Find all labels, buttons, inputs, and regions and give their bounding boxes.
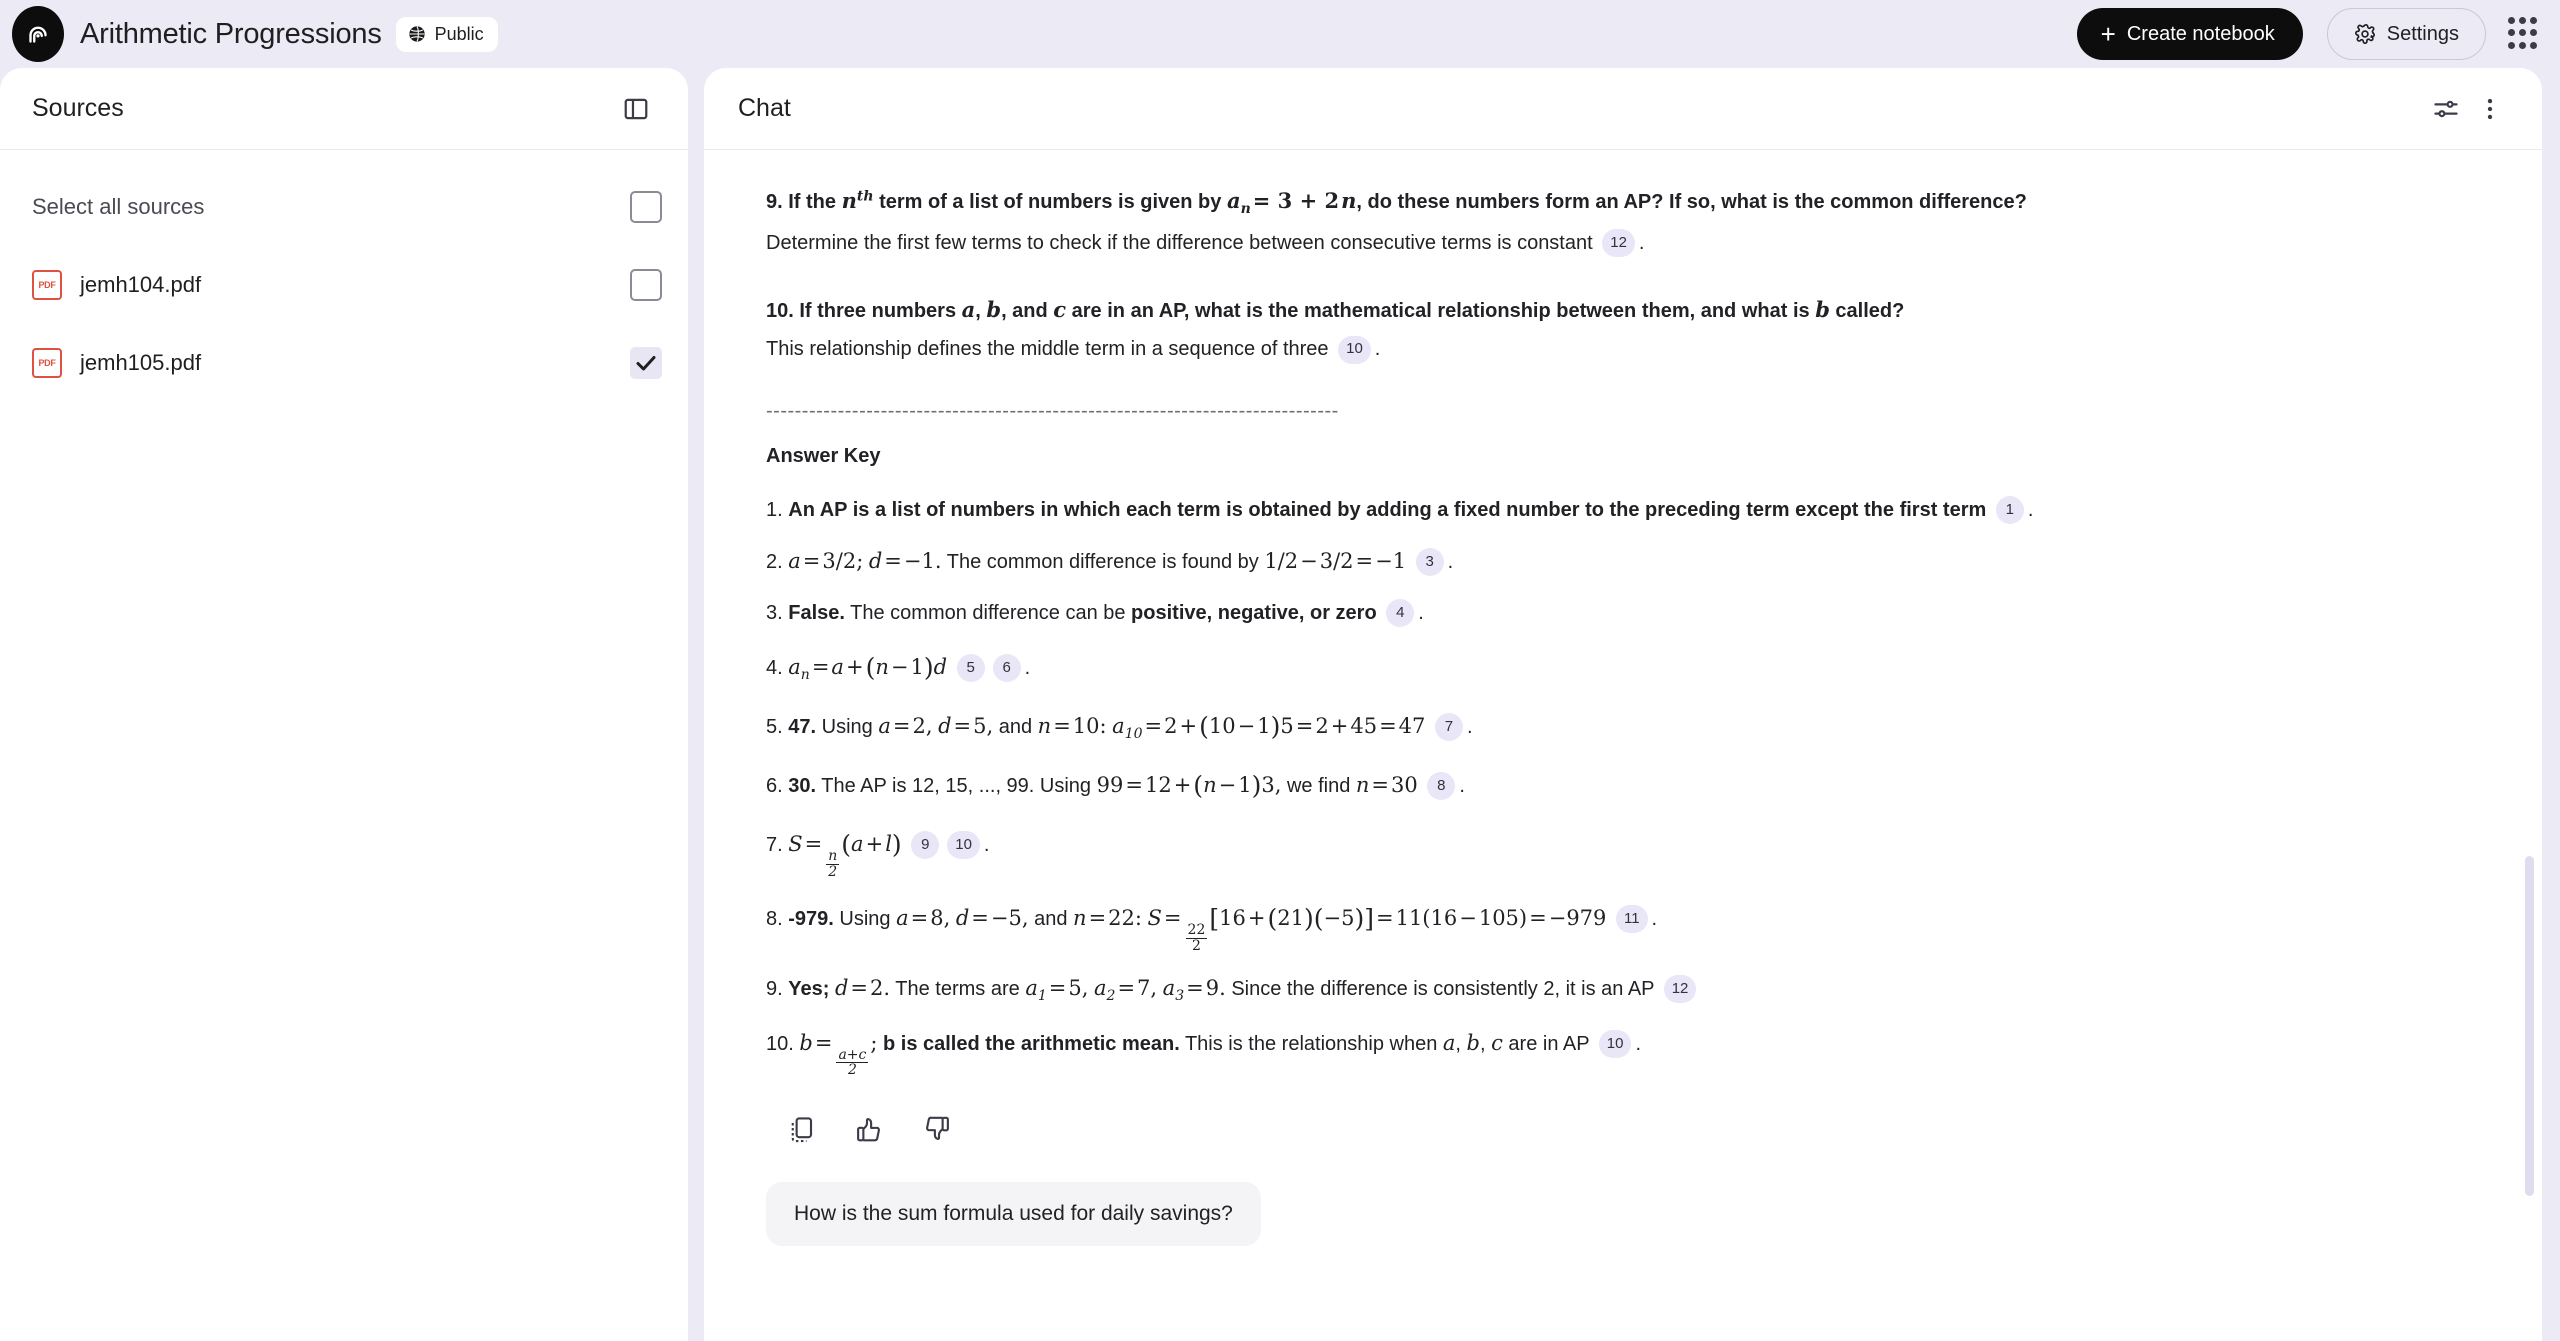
question-10: 10. If three numbers a, b, and c are in an AP, what is the mathematical relationship between them, and what is b called? [766, 297, 1905, 323]
answer-3-tail: . [1418, 602, 1424, 625]
answer-5-text: Using [816, 716, 879, 739]
pdf-file-icon: PDF [32, 348, 62, 378]
answer-6-text2: we find [1281, 775, 1356, 798]
chat-message-area [704, 150, 2542, 1341]
chat-settings-button[interactable] [2424, 87, 2468, 131]
citation-chip[interactable]: 9 [911, 831, 939, 859]
source-checkbox-jemh104[interactable] [630, 269, 662, 301]
answer-5-lead: 47. [788, 716, 817, 739]
question-9-mid: term of a list of numbers is given by [873, 191, 1227, 213]
suggestion-chip[interactable]: How is the sum formula used for daily savings? [766, 1182, 1261, 1246]
source-item-jemh104[interactable] [0, 246, 688, 324]
copy-icon [786, 1114, 816, 1144]
answer-item-8: 8. -979. Using a=8, d=−5, and n=22: S= $\frac{22}{2}$ [16+(21)(−5)]=11(16−105)=−979 11 . [766, 903, 1658, 954]
answer-10-text: This is the relationship when [1179, 1032, 1443, 1055]
select-all-label: Select all sources [32, 194, 205, 219]
answer-item-9: 9. Yes; d=2. The terms are $a_1=5$, $a_2=7$, $a_3=9$. Since the difference is consistently 2, it is an AP 12 [766, 972, 2452, 1007]
answer-5-number: 5. [766, 716, 783, 739]
answer-item-10: 10. b= $\frac{a+c}{2}$ ; b is called the arithmetic mean. This is the relationship when a, b, c are in AP 10 . [766, 1030, 1642, 1079]
answer-6-lead: 30. [788, 775, 817, 798]
answer-1-number: 1. [766, 498, 783, 521]
answer-item-7: 7. S= $\frac{n}{2}$ (a+l) 9 10 . [766, 830, 990, 881]
citation-chip[interactable]: 12 [1602, 229, 1635, 257]
citation-chip[interactable]: 11 [1616, 905, 1648, 933]
question-10-subtext [766, 333, 2452, 365]
answer-item-3 [766, 597, 2452, 629]
create-notebook-button[interactable] [2077, 8, 2303, 60]
answer-10-number: 10. [766, 1032, 794, 1055]
answer-6-tail: . [1459, 775, 1465, 798]
question-10-mid: , and [1001, 300, 1054, 323]
answer-8-tail: . [1651, 907, 1658, 930]
chat-title: Chat [738, 94, 791, 122]
citation-chip[interactable]: 5 [957, 654, 985, 682]
chat-scrollbar-thumb[interactable] [2525, 856, 2534, 1196]
question-10-prefix: If three numbers [799, 300, 962, 323]
source-item-label: jemh104.pdf [80, 272, 202, 297]
source-item-label: jemh105.pdf [80, 350, 202, 375]
settings-label: Settings [2386, 22, 2459, 45]
answer-2-text: The common difference is found by [941, 550, 1265, 573]
question-9-sub-before: Determine the first few terms to check if the difference between consecutive terms is constant [766, 231, 1593, 254]
citation-chip[interactable]: 10 [1599, 1030, 1632, 1058]
notebook-title: Arithmetic Progressions [80, 17, 382, 50]
app-logo[interactable] [12, 6, 64, 62]
sliders-icon [2432, 95, 2460, 123]
thumbs-down-button[interactable] [914, 1106, 960, 1152]
thumbs-up-icon [854, 1114, 884, 1144]
source-checkbox-jemh105[interactable] [630, 347, 662, 379]
chat-panel [704, 68, 2542, 1341]
question-9-subtext [766, 227, 2452, 259]
answer-2-number: 2. [766, 550, 783, 573]
answer-9-text2: Since the difference is consistently 2, it is an AP [1225, 978, 1655, 1001]
answer-1-text: An AP is a list of numbers in which each term is obtained by adding a fixed number to the preceding term except the first term [788, 498, 1987, 521]
citation-chip[interactable]: 6 [993, 654, 1021, 682]
answer-3-bold-tail: positive, negative, or zero [1131, 602, 1377, 625]
answer-9-number: 9. [766, 978, 783, 1001]
answer-6-number: 6. [766, 775, 783, 798]
main-stage [0, 68, 2560, 1341]
panel-collapse-button[interactable] [614, 87, 658, 131]
create-notebook-label: Create notebook [2126, 22, 2275, 45]
answer-item-1 [766, 494, 2452, 526]
thumbs-up-button[interactable] [846, 1106, 892, 1152]
chat-scrollbar[interactable] [2524, 156, 2534, 1341]
select-all-checkbox[interactable] [630, 191, 662, 223]
top-bar [0, 0, 2560, 68]
sources-panel [0, 68, 688, 1341]
answer-4-tail: . [1024, 657, 1031, 680]
answer-7-tail: . [983, 834, 990, 857]
answer-7-number: 7. [766, 834, 783, 857]
sources-title: Sources [32, 94, 124, 122]
question-9-suffix: , do these numbers form an AP? If so, what is the common difference? [1356, 191, 2027, 213]
source-item-jemh105[interactable] [0, 324, 688, 402]
chat-more-button[interactable] [2468, 87, 2512, 131]
settings-button[interactable] [2327, 8, 2486, 60]
answer-item-2: 2. a=3/2; d=−1. The common difference is found by 1/2−3/2=−1 3 . [766, 545, 2452, 579]
sources-panel-header [0, 68, 688, 150]
panel-collapse-icon [622, 95, 650, 123]
answer-10-tail: . [1635, 1032, 1642, 1055]
citation-chip[interactable]: 12 [1664, 975, 1697, 1003]
thumbs-down-icon [922, 1114, 952, 1144]
citation-chip[interactable]: 10 [1338, 336, 1371, 364]
answer-key-heading: Answer Key [766, 444, 881, 467]
more-vertical-icon [2476, 95, 2504, 123]
answer-5-text2: and [993, 716, 1038, 739]
answer-3-lead: False. [788, 602, 845, 625]
check-icon [634, 351, 658, 375]
answer-9-text: The terms are [890, 978, 1026, 1001]
message-actions [778, 1106, 2452, 1152]
question-9-sub-after: . [1638, 231, 1645, 254]
pdf-file-icon: PDF [32, 270, 62, 300]
question-10-end: called? [1829, 300, 1905, 323]
select-all-sources-row[interactable] [0, 168, 688, 246]
answer-item-4: 4. $a_n=a+(n-1)d$ 5 6 . [766, 653, 1031, 684]
citation-chip[interactable]: 4 [1386, 599, 1414, 627]
question-9: 9. If the $n^{th}$ term of a list of numbers is given by $a_n= 3 + 2n$, do these numbers form an AP? If so, what is the common difference? [766, 188, 2027, 217]
answer-3-number: 3. [766, 602, 783, 625]
answer-1-tail: . [2027, 498, 2034, 521]
gear-icon [2354, 23, 2376, 45]
answer-item-5: 5. 47. Using a=2, d=5, and n=10: $a_{10}=2+(10-1)5=2+45=47$ 7 . [766, 712, 1473, 743]
answer-10-text2: are in AP [1502, 1032, 1590, 1055]
plus-icon: + [2100, 19, 2116, 49]
visibility-badge[interactable] [396, 17, 498, 52]
citation-chip[interactable]: 3 [1416, 548, 1444, 576]
notebook-lm-logo-icon [23, 19, 53, 49]
answer-item-6: 6. 30. The AP is 12, 15, ..., 99. Using 99=12+(n−1)3, we find n=30 8 . [766, 771, 1465, 801]
answer-9-lead: Yes; [788, 978, 830, 1001]
answer-8-text: Using [833, 907, 897, 930]
answer-3-text: The common difference can be [844, 602, 1132, 625]
copy-button[interactable] [778, 1106, 824, 1152]
citation-chip[interactable]: 10 [947, 831, 980, 859]
question-10-number: 10. [766, 300, 794, 323]
answer-2-tail: . [1447, 550, 1454, 573]
answer-8-lead: -979. [788, 907, 834, 930]
chat-panel-header [704, 68, 2542, 150]
answer-8-number: 8. [766, 907, 783, 930]
citation-chip[interactable]: 7 [1435, 713, 1463, 741]
answer-6-text: The AP is 12, 15, ..., 99. Using [816, 775, 1097, 798]
answer-10-bold: b is called the arithmetic mean. [877, 1032, 1180, 1055]
question-10-sub-before: This relationship defines the middle term in a sequence of three [766, 338, 1329, 361]
question-10-sub-after: . [1374, 338, 1381, 361]
apps-grid-icon[interactable] [2508, 17, 2538, 51]
answer-5-tail: . [1466, 716, 1473, 739]
citation-chip[interactable]: 1 [1996, 496, 2024, 524]
section-divider: -------------------------------------------------------------------------------- [766, 399, 1339, 422]
answer-8-text2: and [1028, 907, 1074, 930]
question-9-number: 9. [766, 191, 783, 213]
visibility-label: Public [434, 23, 484, 44]
citation-chip[interactable]: 8 [1427, 772, 1455, 800]
question-10-suffix: are in an AP, what is the mathematical relationship between them, and what is [1066, 300, 1816, 323]
question-9-prefix: If the [788, 191, 842, 213]
answer-4-number: 4. [766, 657, 783, 680]
globe-icon [407, 24, 427, 44]
